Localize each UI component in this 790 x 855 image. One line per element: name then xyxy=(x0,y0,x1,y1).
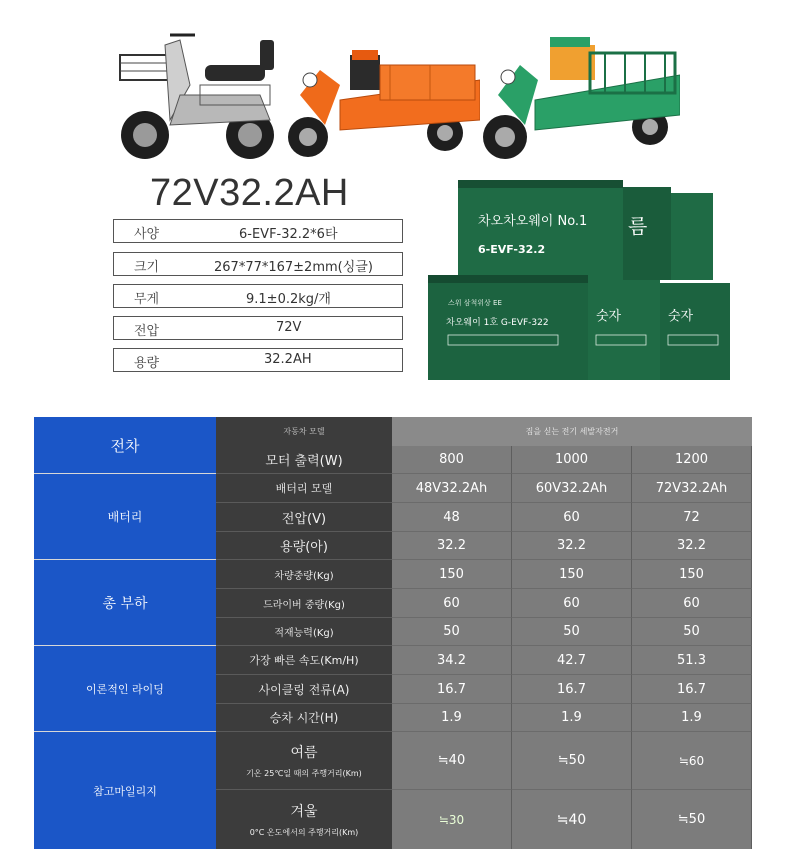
row-label: 드라이버 중량(Kg) xyxy=(216,589,392,618)
orange-tricycle-image xyxy=(280,25,480,165)
table-cell: 16.7 xyxy=(392,675,512,704)
spec-row-weight xyxy=(113,284,403,308)
row-label: 사이클링 전류(A) xyxy=(216,675,392,704)
table-cell: 32.2 xyxy=(392,532,512,560)
table-cell: 60V32.2Ah xyxy=(512,474,632,503)
vehicle-header: 짐을 싣는 전기 세발자전거 xyxy=(392,417,752,446)
table-cell: 50 xyxy=(632,618,752,646)
table-cell: 48V32.2Ah xyxy=(392,474,512,503)
table-cell: 16.7 xyxy=(632,675,752,704)
spec-label: 용량 xyxy=(134,356,160,371)
summer-title: 여름 xyxy=(290,745,318,761)
table-cell: 50 xyxy=(512,618,632,646)
spec-row-model xyxy=(113,219,403,243)
winter-title: 겨울 xyxy=(290,804,318,820)
table-cell: ≒40 xyxy=(392,732,512,790)
table-cell: 60 xyxy=(512,589,632,618)
table-cell: 60 xyxy=(392,589,512,618)
spec-row-capacity xyxy=(113,348,403,372)
table-cell: 51.3 xyxy=(632,646,752,675)
table-cell: 800 xyxy=(392,446,512,474)
battery-front-label: 차오웨이 1호 G-EVF-322 xyxy=(446,318,549,328)
table-cell: 1.9 xyxy=(392,704,512,732)
spec-label: 사양 xyxy=(134,227,160,242)
model-header: 자동차 모델 xyxy=(216,417,392,446)
table-cell: 48 xyxy=(392,503,512,532)
table-cell: ≒50 xyxy=(512,732,632,790)
table-cell: ≒60 xyxy=(632,732,752,790)
category-load: 총 부하 xyxy=(34,560,216,646)
category-battery: 배터리 xyxy=(34,474,216,560)
electric-scooter-image xyxy=(110,25,280,165)
winter-label xyxy=(216,790,392,849)
summer-desc: 기온 25℃일 때의 주행거리(Km) xyxy=(246,769,362,778)
table-cell: 60 xyxy=(632,589,752,618)
table-cell: 32.2 xyxy=(632,532,752,560)
spec-value: 267*77*167±2mm(싱글) xyxy=(214,260,373,275)
table-cell: 16.7 xyxy=(512,675,632,704)
spec-label: 무게 xyxy=(134,292,160,307)
table-cell: ≒30 xyxy=(392,790,512,849)
battery-side-label: 름 xyxy=(628,214,648,238)
battery-small-label: 스위 삼척위상 EE xyxy=(448,299,502,307)
spec-value: 9.1±0.2kg/개 xyxy=(246,292,331,307)
spec-value: 6-EVF-32.2*6타 xyxy=(239,227,338,242)
spec-value: 32.2AH xyxy=(264,352,312,367)
category-vehicle: 전차 xyxy=(34,417,216,474)
winter-desc: 0°C 온도에서의 주행거리(Km) xyxy=(249,828,359,837)
table-cell: 72 xyxy=(632,503,752,532)
green-tricycle-image xyxy=(480,25,680,165)
table-cell: 1200 xyxy=(632,446,752,474)
battery-brand-label: 차오차오웨이 No.1 xyxy=(478,214,588,229)
spec-title: 72V32.2AH xyxy=(150,172,349,214)
spec-label: 크기 xyxy=(134,260,160,275)
table-cell: 150 xyxy=(632,560,752,589)
spec-row-voltage xyxy=(113,316,403,340)
row-label: 전압(V) xyxy=(216,503,392,532)
table-cell: 60 xyxy=(512,503,632,532)
table-cell: 1000 xyxy=(512,446,632,474)
category-mileage: 참고마일리지 xyxy=(34,732,216,849)
table-cell: 150 xyxy=(512,560,632,589)
table-cell: 72V32.2Ah xyxy=(632,474,752,503)
table-cell: 1.9 xyxy=(632,704,752,732)
table-cell: ≒40 xyxy=(512,790,632,849)
battery-model-label: 6-EVF-32.2 xyxy=(478,243,546,256)
battery-pack-image xyxy=(428,175,748,385)
table-cell: ≒50 xyxy=(632,790,752,849)
product-banner xyxy=(0,0,790,400)
table-cell: 42.7 xyxy=(512,646,632,675)
row-label: 승차 시간(H) xyxy=(216,704,392,732)
row-label: 적재능력(Kg) xyxy=(216,618,392,646)
battery-number-label-b: 숫자 xyxy=(668,309,694,324)
row-label: 배터리 모델 xyxy=(216,474,392,503)
table-cell: 32.2 xyxy=(512,532,632,560)
spec-row-size xyxy=(113,252,403,276)
battery-number-label-a: 숫자 xyxy=(596,309,622,324)
row-label: 차량중량(Kg) xyxy=(216,560,392,589)
spec-table xyxy=(34,417,752,849)
spec-label: 전압 xyxy=(134,324,160,339)
spec-value: 72V xyxy=(276,320,302,335)
row-label: 모터 출력(W) xyxy=(216,446,392,474)
summer-label xyxy=(216,732,392,790)
row-label: 용량(아) xyxy=(216,532,392,560)
table-cell: 150 xyxy=(392,560,512,589)
table-cell: 50 xyxy=(392,618,512,646)
row-label: 가장 빠른 속도(Km/H) xyxy=(216,646,392,675)
table-cell: 1.9 xyxy=(512,704,632,732)
table-cell: 34.2 xyxy=(392,646,512,675)
category-riding: 이론적인 라이딩 xyxy=(34,646,216,732)
